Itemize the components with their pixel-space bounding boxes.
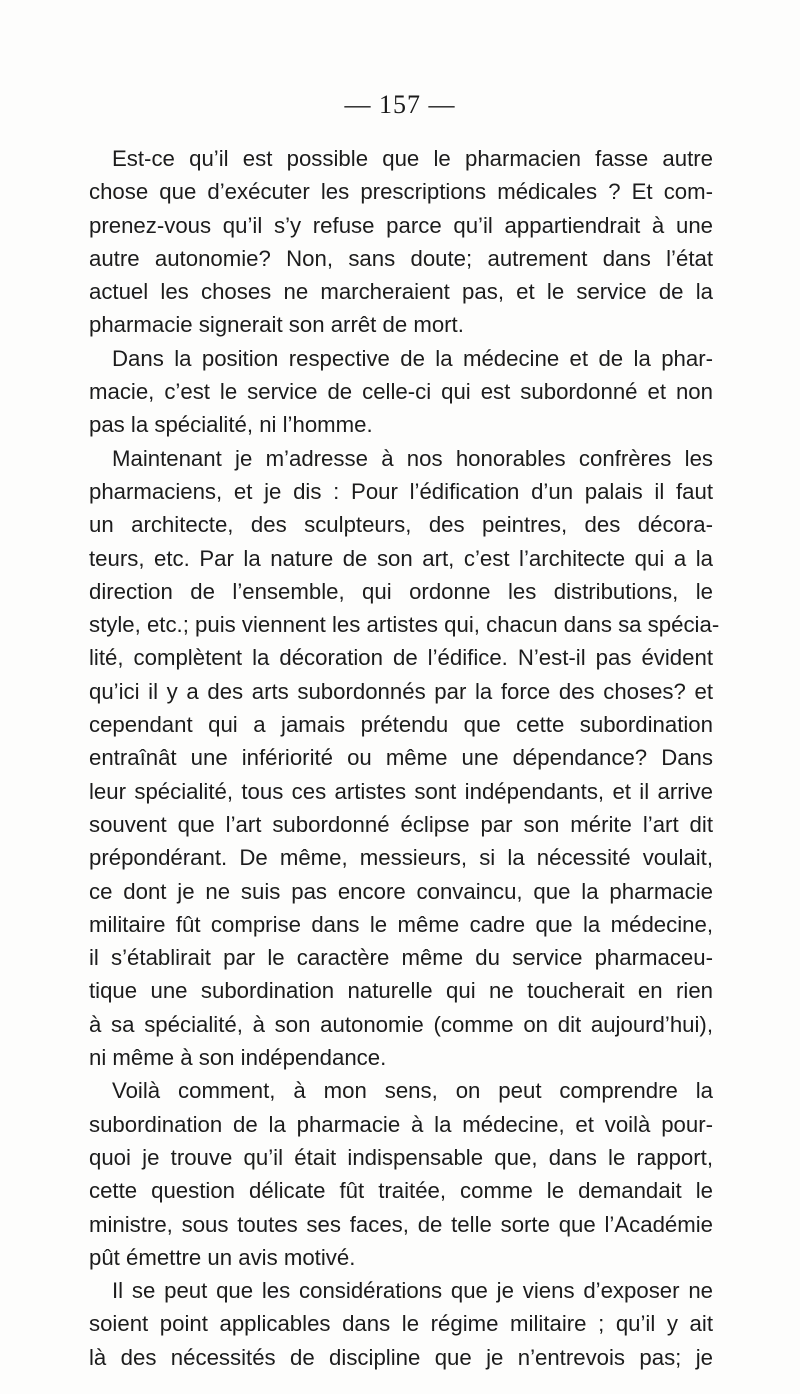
text-line: direction de l’ensemble, qui ordonne les distributions, le bbox=[89, 578, 713, 604]
text-line: macie, c’est le service de celle-ci qui est subordonné et non bbox=[89, 379, 713, 405]
text-line: Maintenant je m’adresse à nos honorables confrères les bbox=[112, 445, 713, 471]
text-line: style, etc.; puis viennent les artistes qui, chacun dans sa spécia- bbox=[89, 612, 720, 638]
text-line: chose que d’exécuter les prescriptions médicales ? Et com- bbox=[89, 179, 713, 205]
text-line: prépondérant. De même, messieurs, si la nécessité voulait, bbox=[89, 845, 713, 871]
text-line: à sa spécialité, à son autonomie (comme on dit aujourd’hui), bbox=[89, 1011, 713, 1037]
text-line: qu’ici il y a des arts subordonnés par la force des choses? et bbox=[89, 678, 713, 704]
text-line: pharmaciens, et je dis : Pour l’édification d’un palais il faut bbox=[89, 478, 713, 504]
text-line: ni même à son indépendance. bbox=[89, 1045, 387, 1071]
text-line: souvent que l’art subordonné éclipse par son mérite l’art dit bbox=[89, 811, 713, 837]
text-line: cette question délicate fût traitée, comme le demandait le bbox=[89, 1178, 713, 1204]
text-line: pût émettre un avis motivé. bbox=[89, 1244, 356, 1270]
text-line: prenez-vous qu’il s’y refuse parce qu’il appartiendrait à une bbox=[89, 212, 713, 238]
text-line: entraînât une infériorité ou même une dépendance? Dans bbox=[89, 745, 713, 771]
body-text bbox=[89, 142, 720, 1374]
page-number: — 157 — bbox=[344, 90, 456, 119]
text-line: tique une subordination naturelle qui ne toucherait en rien bbox=[89, 978, 713, 1004]
text-line: Est-ce qu’il est possible que le pharmacien fasse autre bbox=[112, 146, 713, 171]
text-line: autre autonomie? Non, sans doute; autrement dans l’état bbox=[89, 245, 713, 271]
text-line: Il se peut que les considérations que je viens d’exposer ne bbox=[112, 1278, 713, 1304]
text-line: quoi je trouve qu’il était indispensable que, dans le rapport, bbox=[89, 1144, 713, 1170]
text-line: Voilà comment, à mon sens, on peut comprendre la bbox=[112, 1078, 713, 1104]
text-line: lité, complètent la décoration de l’édifice. N’est-il pas évident bbox=[89, 645, 713, 671]
text-line: leur spécialité, tous ces artistes sont indépendants, et il arrive bbox=[89, 778, 713, 804]
text-line: pas la spécialité, ni l’homme. bbox=[89, 412, 373, 438]
text-line: un architecte, des sculpteurs, des peintres, des décora- bbox=[89, 512, 713, 538]
text-line: actuel les choses ne marcheraient pas, et le service de la bbox=[89, 279, 713, 305]
text-line: soient point applicables dans le régime militaire ; qu’il y ait bbox=[89, 1311, 713, 1337]
text-line: ce dont je ne suis pas encore convaincu, que la pharmacie bbox=[89, 878, 713, 904]
text-line: teurs, etc. Par la nature de son art, c’est l’architecte qui a la bbox=[89, 545, 713, 571]
text-line: subordination de la pharmacie à la médecine, et voilà pour- bbox=[89, 1111, 713, 1137]
text-line: cependant qui a jamais prétendu que cette subordination bbox=[89, 712, 713, 738]
text-line: il s’établirait par le caractère même du service pharmaceu- bbox=[89, 945, 713, 971]
text-line: militaire fût comprise dans le même cadre que la médecine, bbox=[89, 911, 713, 937]
text-line: ministre, sous toutes ses faces, de telle sorte que l’Académie bbox=[89, 1211, 713, 1237]
text-line: pharmacie signerait son arrêt de mort. bbox=[89, 312, 464, 338]
text-line: là des nécessités de discipline que je n’entrevois pas; je bbox=[89, 1344, 713, 1370]
text-line: Dans la position respective de la médecine et de la phar- bbox=[112, 345, 713, 371]
